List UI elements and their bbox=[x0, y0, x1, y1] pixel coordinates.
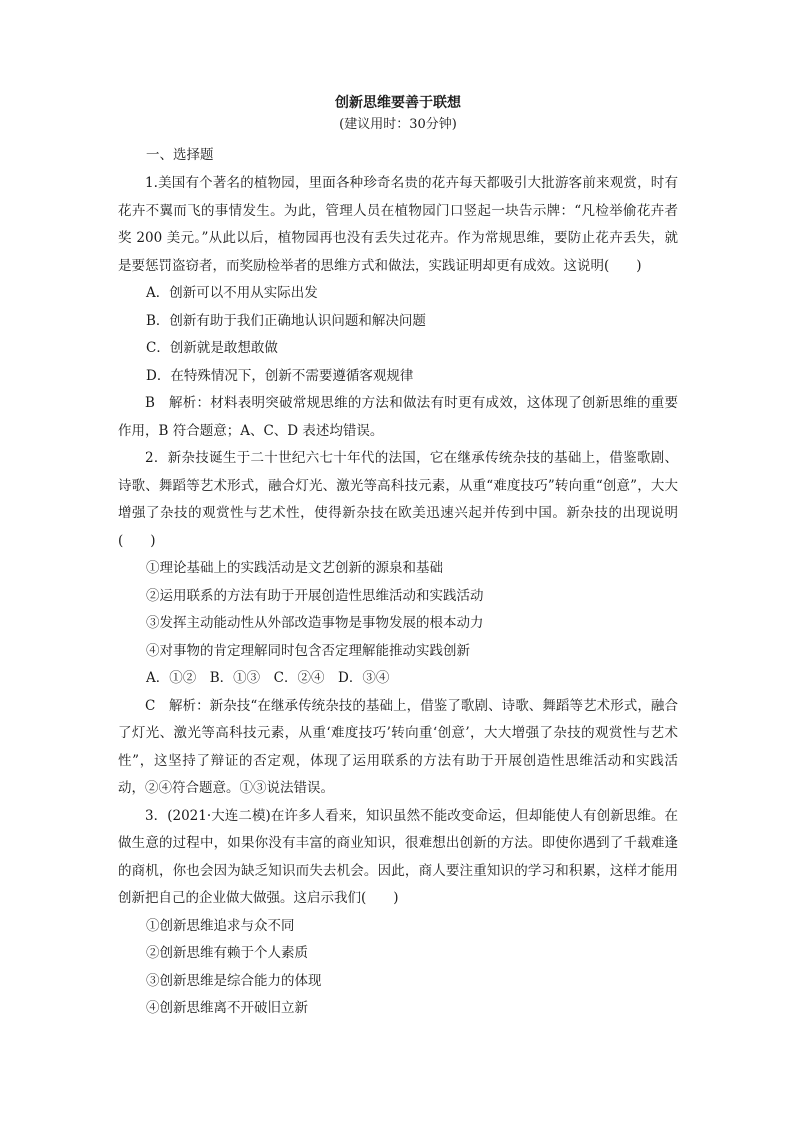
question-2-item-4: ④对事物的肯定理解同时包含否定理解能推动实践创新 bbox=[146, 642, 470, 659]
section-heading: 一、选择题 bbox=[146, 147, 214, 163]
page-subtitle: (建议用时：30分钟) bbox=[339, 117, 457, 132]
question-1-option-b: B．创新有助于我们正确地认识问题和解决问题 bbox=[146, 312, 426, 329]
question-2-answer: C 解析：新杂技“在继承传统杂技的基础上，借鉴了歌剧、诗歌、舞蹈等艺术形式，融合了灯光、激光等高科技元素，从重‘难度技巧’转向重‘创意’，大大增强了杂技的观赏性与艺术性”，这坚持了辩证的否定观，体现了运用联系的方法有助于开展创造性思维活动和实践活动，②④符合题意。①③说法错误。 bbox=[118, 697, 678, 796]
page-title: 创新思维要善于联想 bbox=[335, 95, 461, 111]
question-1-option-c: C．创新就是敢想敢做 bbox=[146, 340, 278, 356]
question-1-option-d: D．在特殊情况下，创新不需要遵循客观规律 bbox=[146, 367, 414, 384]
question-3-item-4: ④创新思维离不开破旧立新 bbox=[146, 1000, 308, 1016]
question-1-option-a: A．创新可以不用从实际出发 bbox=[146, 285, 318, 301]
question-3-item-3: ③创新思维是综合能力的体现 bbox=[146, 972, 322, 989]
question-3-item-1: ①创新思维追求与众不同 bbox=[146, 917, 295, 934]
question-2-item-1: ①理论基础上的实践活动是文艺创新的源泉和基础 bbox=[146, 560, 443, 576]
document-page bbox=[118, 92, 678, 1023]
question-1-answer: B 解析：材料表明突破常规思维的方法和做法有时更有成效，这体现了创新思维的重要作用，B 符合题意；A、C、D 表述均错误。 bbox=[118, 395, 678, 439]
question-1-stem: 1.美国有个著名的植物园，里面各种珍奇名贵的花卉每天都吸引大批游客前来观赏，时有花卉不翼而飞的事情发生。为此，管理人员在植物园门口竖起一块告示牌：“凡检举偷花卉者奖 200 美元。”从此以后，植物园再也没有丢失过花卉。作为常规思维，要防止花卉丢失，就是要惩罚盗窃者，而奖励检举者的思维方式和做法，实践证明却更有成效。这说明( ) bbox=[118, 175, 678, 274]
question-2-stem: 2．新杂技诞生于二十世纪六七十年代的法国，它在继承传统杂技的基础上，借鉴歌剧、诗歌、舞蹈等艺术形式，融合灯光、激光等高科技元素，从重“难度技巧”转向重“创意”，大大增强了杂技的观赏性与艺术性，使得新杂技在欧美迅速兴起并传到中国。新杂技的出现说明( ) bbox=[118, 450, 678, 549]
question-2-item-3: ③发挥主动能动性从外部改造事物是事物发展的根本动力 bbox=[146, 615, 484, 631]
question-3-item-2: ②创新思维有赖于个人素质 bbox=[146, 945, 308, 961]
question-3-stem: 3．(2021·大连二模)在许多人看来，知识虽然不能改变命运，但却能使人有创新思维。在做生意的过程中，如果你没有丰富的商业知识，很难想出创新的方法。即使你遇到了千载难逢的商机，你也会因为缺乏知识而失去机会。因此，商人要注重知识的学习和积累，这样才能用创新把自己的企业做大做强。这启示我们( ) bbox=[118, 807, 678, 906]
question-2-item-2: ②运用联系的方法有助于开展创造性思维活动和实践活动 bbox=[146, 587, 484, 604]
question-2-choices: A．①② B．①③ C．②④ D．③④ bbox=[146, 670, 390, 686]
